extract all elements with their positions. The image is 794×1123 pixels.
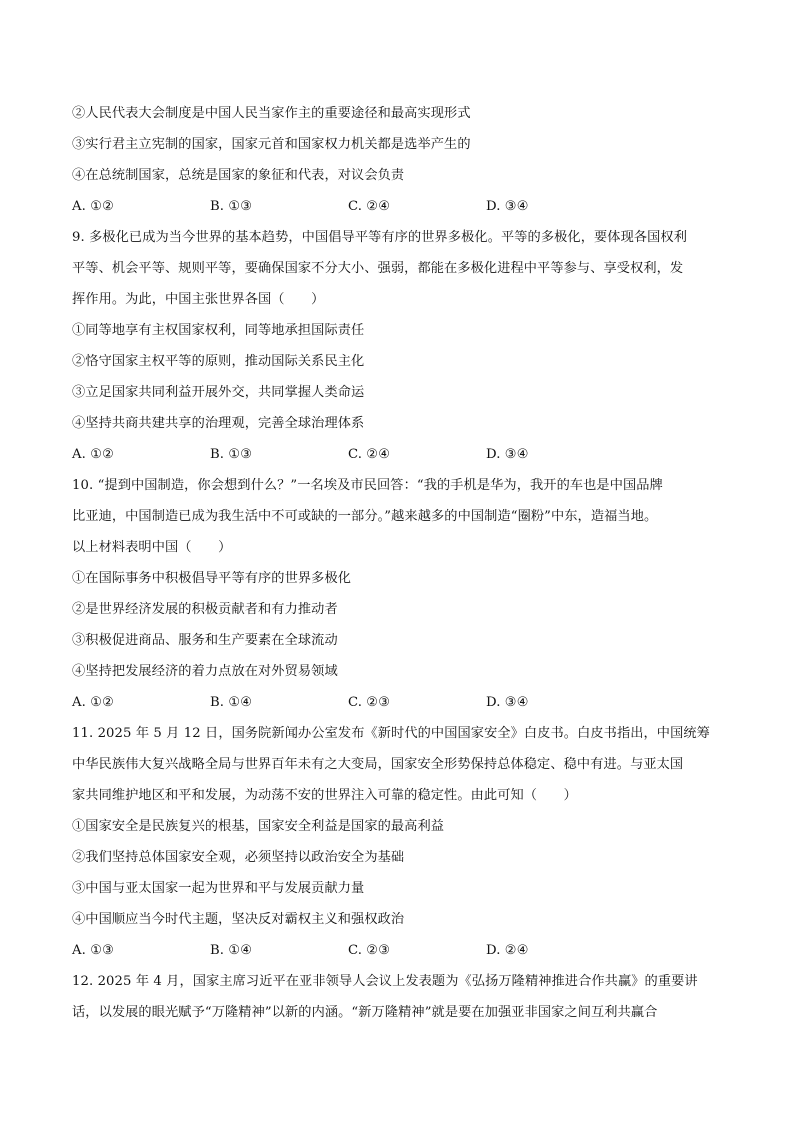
option-a: A. ①② xyxy=(72,447,115,462)
question-12 xyxy=(72,966,724,1028)
choice-statement-3: ③积极促进商品、服务和生产要素在全球流动 xyxy=(72,633,338,648)
question-stem: 中华民族伟大复兴战略全局与世界百年未有之大变局，国家安全形势保持总体稳定、稳中有进。与亚太国 xyxy=(72,757,684,772)
question-stem: 以上材料表明中国（ ） xyxy=(72,540,232,555)
question-stem: 10. “提到中国制造，你会想到什么？”一名埃及市民回答：“我的手机是华为，我开的车也是中国品牌 xyxy=(72,478,663,493)
choice-statement-2: ②人民代表大会制度是中国人民当家作主的重要途径和最高实现形式 xyxy=(72,106,471,121)
choice-statement-1: ①同等地享有主权国家权利，同等地承担国际责任 xyxy=(72,323,365,338)
answer-options xyxy=(72,935,724,966)
option-c: C. ②④ xyxy=(348,199,391,214)
option-c: C. ②③ xyxy=(348,695,391,710)
choice-statement-2: ②我们坚持总体国家安全观，必须坚持以政治安全为基础 xyxy=(72,850,405,865)
question-stem: 家共同维护地区和平和发展，为动荡不安的世界注入可靠的稳定性。由此可知（ ） xyxy=(72,788,577,803)
exam-page xyxy=(72,98,724,1028)
question-11 xyxy=(72,718,724,966)
choice-statement-4: ④中国顺应当今时代主题，坚决反对霸权主义和强权政治 xyxy=(72,912,405,927)
choice-statement-3: ③实行君主立宪制的国家，国家元首和国家权力机关都是选举产生的 xyxy=(72,137,471,152)
answer-options xyxy=(72,439,724,470)
choice-statement-1: ①在国际事务中积极倡导平等有序的世界多极化 xyxy=(72,571,352,586)
question-stem: 话，以发展的眼光赋予“万隆精神”以新的内涵。“新万隆精神”就是要在加强亚非国家之间互利共赢合 xyxy=(72,1005,658,1020)
option-b: B. ①③ xyxy=(210,447,253,462)
question-stem: 平等、机会平等、规则平等，要确保国家不分大小、强弱，都能在多极化进程中平等参与、享受权利，发 xyxy=(72,261,684,276)
option-c: C. ②③ xyxy=(348,943,391,958)
choice-statement-4: ④在总统制国家，总统是国家的象征和代表，对议会负责 xyxy=(72,168,405,183)
question-stem: 12. 2025 年 4 月，国家主席习近平在亚非领导人会议上发表题为《弘扬万隆精神推进合作共赢》的重要讲 xyxy=(72,974,698,989)
choice-statement-2: ②恪守国家主权平等的原则，推动国际关系民主化 xyxy=(72,354,365,369)
question-9 xyxy=(72,222,724,470)
choice-statement-3: ③中国与亚太国家一起为世界和平与发展贡献力量 xyxy=(72,881,365,896)
option-d: D. ②④ xyxy=(486,943,529,958)
choice-statement-3: ③立足国家共同利益开展外交，共同掌握人类命运 xyxy=(72,385,365,400)
option-d: D. ③④ xyxy=(486,447,529,462)
option-d: D. ③④ xyxy=(486,695,529,710)
option-b: B. ①③ xyxy=(210,199,253,214)
question-stem: 比亚迪，中国制造已成为我生活中不可或缺的一部分。”越来越多的中国制造“圈粉”中东，造福当地。 xyxy=(72,509,658,524)
question-8-tail xyxy=(72,98,724,222)
question-stem: 11. 2025 年 5 月 12 日，国务院新闻办公室发布《新时代的中国国家安全》白皮书。白皮书指出，中国统筹 xyxy=(72,726,710,741)
question-stem: 挥作用。为此，中国主张世界各国（ ） xyxy=(72,292,325,307)
option-c: C. ②④ xyxy=(348,447,391,462)
option-b: B. ①④ xyxy=(210,695,253,710)
option-a: A. ①③ xyxy=(72,943,115,958)
choice-statement-1: ①国家安全是民族复兴的根基，国家安全利益是国家的最高利益 xyxy=(72,819,445,834)
choice-statement-4: ④坚持把发展经济的着力点放在对外贸易领域 xyxy=(72,664,338,679)
option-b: B. ①④ xyxy=(210,943,253,958)
question-stem: 9. 多极化已成为当今世界的基本趋势，中国倡导平等有序的世界多极化。平等的多极化，要体现各国权利 xyxy=(72,230,688,245)
answer-options xyxy=(72,687,724,718)
option-a: A. ①② xyxy=(72,695,115,710)
option-a: A. ①② xyxy=(72,199,115,214)
option-d: D. ③④ xyxy=(486,199,529,214)
choice-statement-2: ②是世界经济发展的积极贡献者和有力推动者 xyxy=(72,602,338,617)
answer-options xyxy=(72,191,724,222)
choice-statement-4: ④坚持共商共建共享的治理观，完善全球治理体系 xyxy=(72,416,365,431)
question-10 xyxy=(72,470,724,718)
